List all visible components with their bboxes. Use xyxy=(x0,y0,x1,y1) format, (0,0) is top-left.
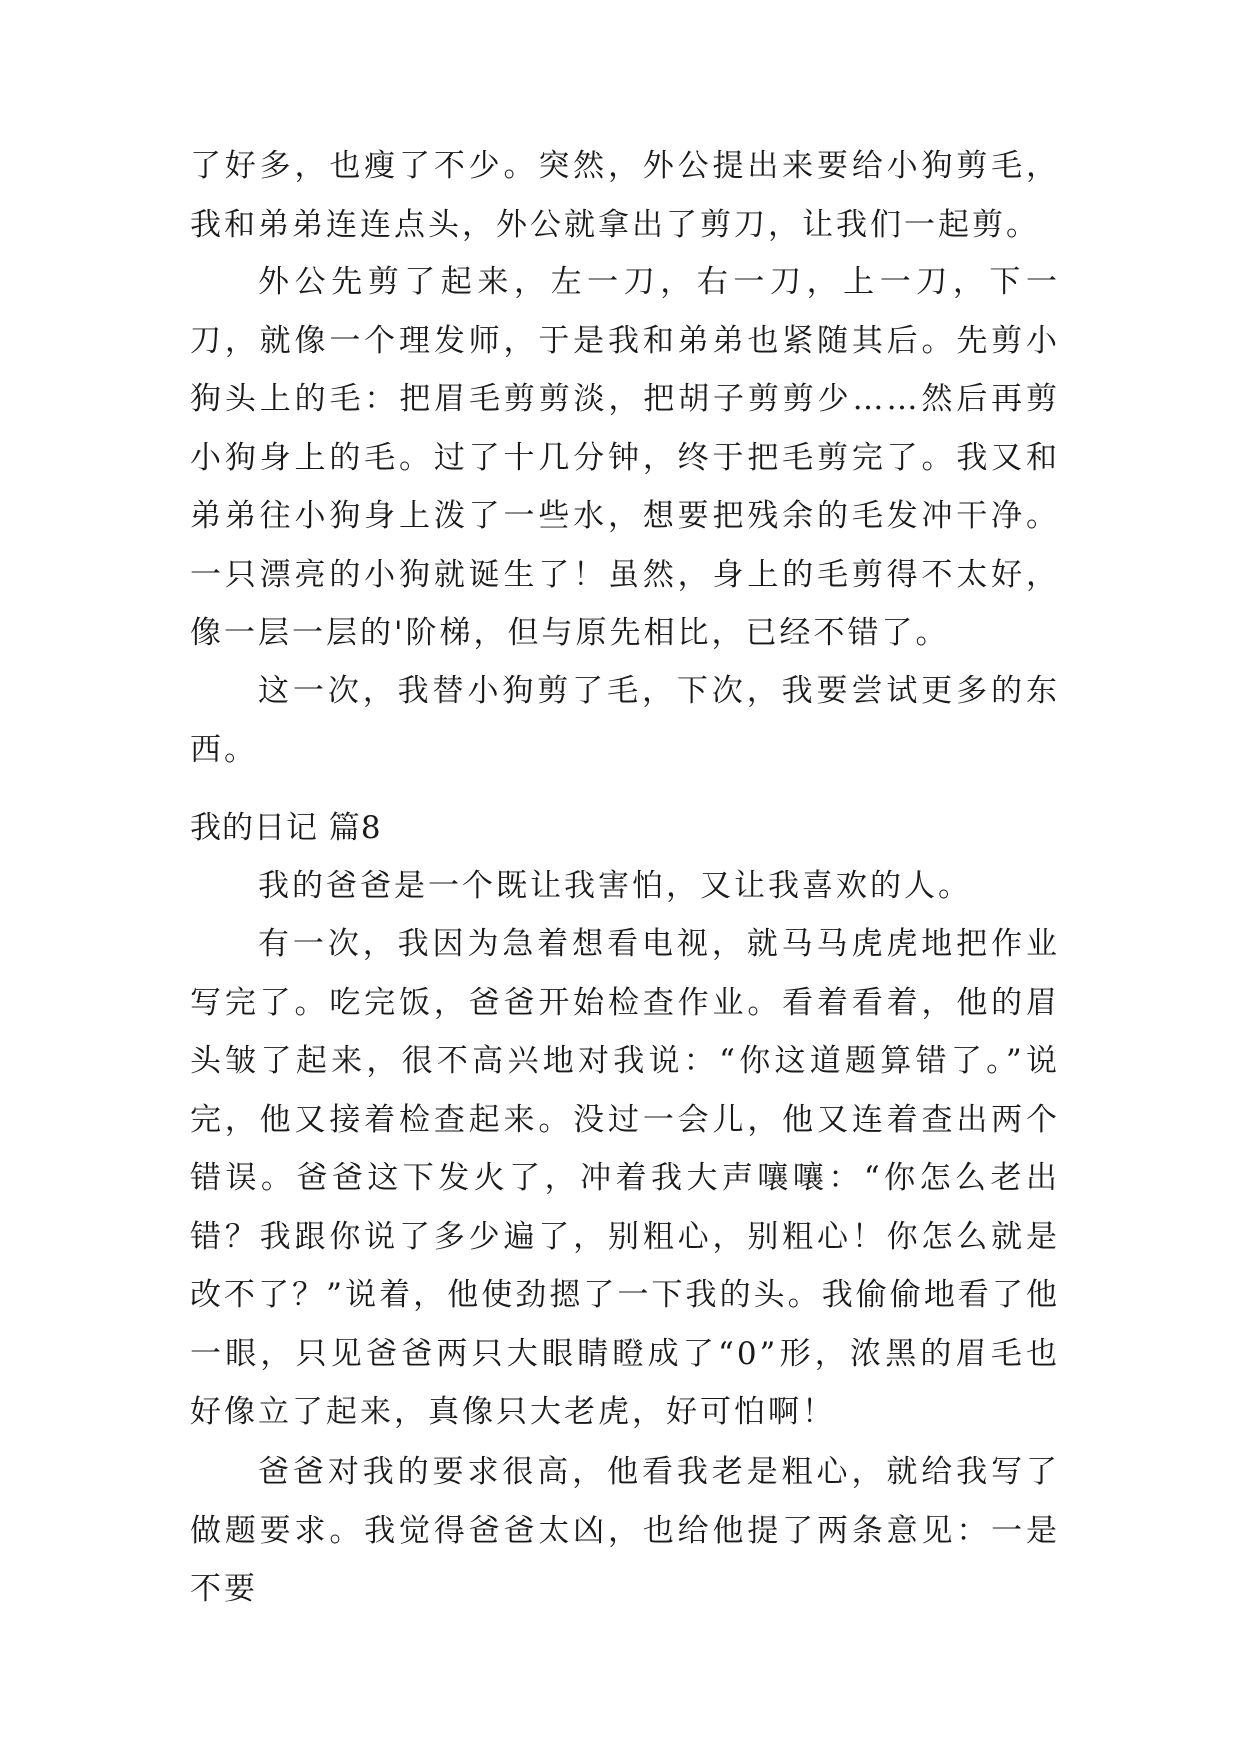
paragraph-homework: 有一次，我因为急着想看电视，就马马虎虎地把作业写完了。吃完饭，爸爸开始检查作业。看着看着，他的眉头皱了起来，很不高兴地对我说：“你这道题算错了。”说完，他又接着检查起来。没过一会儿，他又连着查出两个错误。爸爸这下发火了，冲着我大声嚷嚷：“你怎么老出错？我跟你说了多少遍了，别粗心，别粗心！你怎么就是改不了？”说着，他使劲摁了一下我的头。我偷偷地看了他一眼，只见爸爸两只大眼睛瞪成了“0”形，浓黑的眉毛也好像立了起来，真像只大老虎，好可怕啊！ xyxy=(190,926,1060,1430)
section-title: 我的日记 篇8 xyxy=(190,810,382,846)
paragraph-intro: 我的爸爸是一个既让我害怕，又让我喜欢的人。 xyxy=(258,868,972,904)
paragraph-continued: 了好多，也瘦了不少。突然，外公提出来要给小狗剪毛，我和弟弟连连点头，外公就拿出了剪刀，让我们一起剪。 xyxy=(190,148,1060,243)
paragraph-haircut: 外公先剪了起来，左一刀，右一刀，上一刀，下一刀，就像一个理发师，于是我和弟弟也紧随其后。先剪小狗头上的毛：把眉毛剪剪淡，把胡子剪剪少……然后再剪小狗身上的毛。过了十几分钟，终于把毛剪完了。我又和弟弟往小狗身上泼了一些水，想要把残余的毛发冲干净。一只漂亮的小狗就诞生了！虽然，身上的毛剪得不太好，像一层一层的'阶梯，但与原先相比，已经不错了。 xyxy=(190,264,1060,651)
paragraph-next-time: 这一次，我替小狗剪了毛，下次，我要尝试更多的东西。 xyxy=(190,673,1060,768)
paragraph-requirements: 爸爸对我的要求很高，他看我老是粗心，就给我写了做题要求。我觉得爸爸太凶，也给他提了两条意见：一是不要 xyxy=(190,1454,1060,1607)
